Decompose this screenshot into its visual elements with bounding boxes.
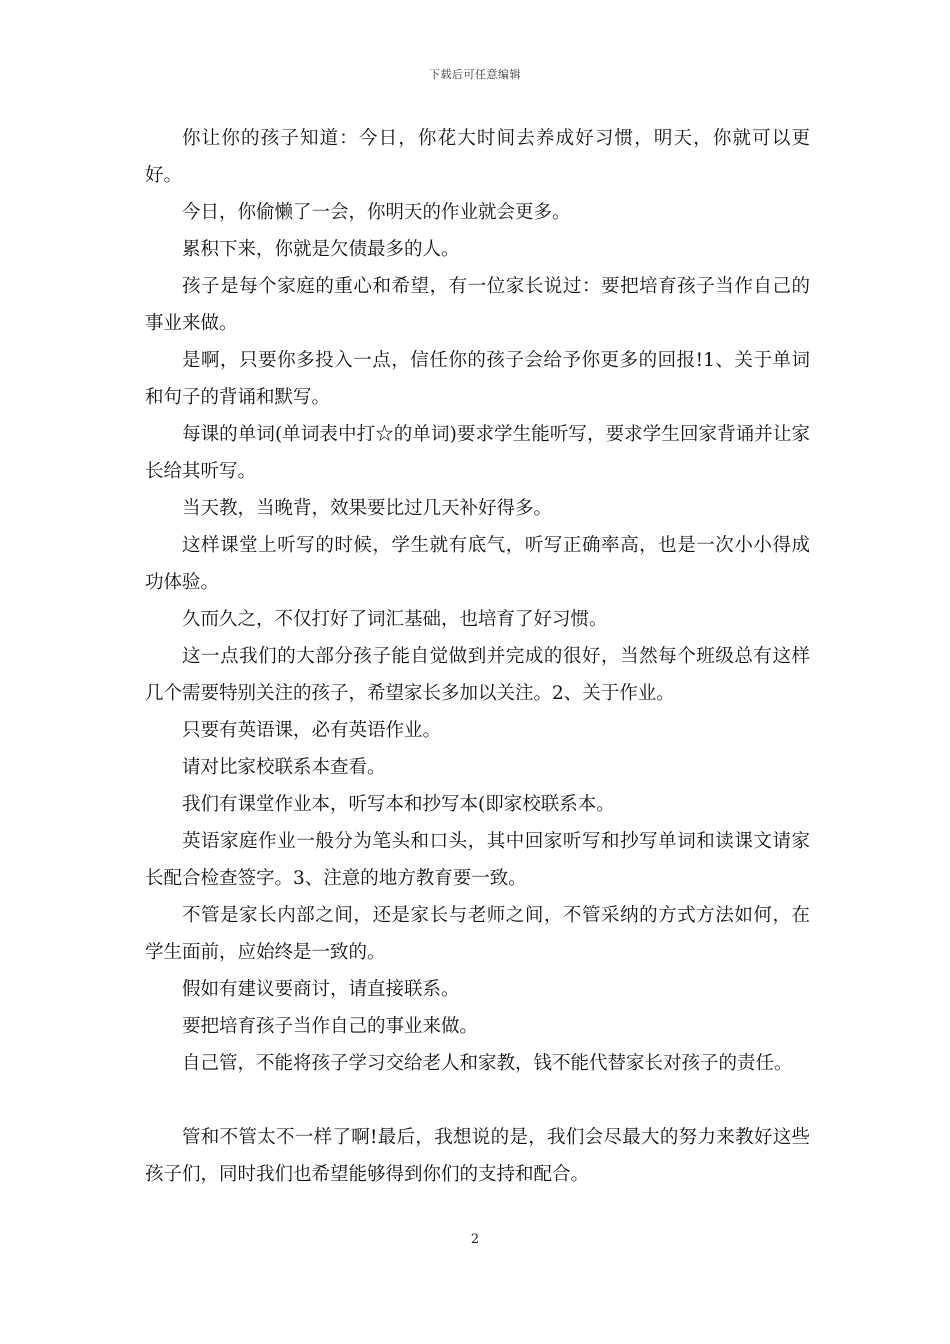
paragraph-8: 这样课堂上听写的时候，学生就有底气，听写正确率高，也是一次小小得成功体验。	[145, 535, 810, 593]
paragraph-11: 只要有英语课，必有英语作业。	[182, 720, 442, 741]
paragraph-15: 不管是家长内部之间，还是家长与老师之间，不管采纳的方式方法如何，在学生面前，应始终是一致的。	[145, 905, 810, 963]
document-body	[145, 120, 810, 1193]
paragraph-17: 要把培育孩子当作自己的事业来做。	[182, 1016, 479, 1037]
paragraph-1: 你让你的孩子知道：今日，你花大时间去养成好习惯，明天，你就可以更好。	[145, 128, 810, 186]
paragraph-6: 每课的单词(单词表中打☆的单词)要求学生能听写，要求学生回家背诵并让家长给其听写。	[145, 424, 810, 482]
paragraph-5: 是啊，只要你多投入一点，信任你的孩子会给予你更多的回报!1、关于单词和句子的背诵和默写。	[145, 350, 810, 408]
paragraph-7: 当天教，当晚背，效果要比过几天补好得多。	[182, 498, 553, 519]
paragraph-19: 管和不管太不一样了啊!最后，我想说的是，我们会尽最大的努力来教好这些孩子们，同时我们也希望能够得到你们的支持和配合。	[145, 1127, 810, 1185]
paragraph-10: 这一点我们的大部分孩子能自觉做到并完成的很好，当然每个班级总有这样几个需要特别关注的孩子，希望家长多加以关注。2、关于作业。	[145, 646, 810, 704]
paragraph-14: 英语家庭作业一般分为笔头和口头，其中回家听写和抄写单词和读课文请家长配合检查签字。3、注意的地方教育要一致。	[145, 831, 810, 889]
paragraph-9: 久而久之，不仅打好了词汇基础，也培育了好习惯。	[182, 609, 608, 630]
paragraph-13: 我们有课堂作业本，听写本和抄写本(即家校联系本。	[182, 794, 615, 815]
paragraph-3: 累积下来，你就是欠债最多的人。	[182, 239, 460, 260]
paragraph-2: 今日，你偷懒了一会，你明天的作业就会更多。	[182, 202, 571, 223]
paragraph-18: 自己管，不能将孩子学习交给老人和家教，钱不能代替家长对孩子的责任。	[182, 1053, 793, 1074]
page-number: 2	[470, 1232, 480, 1247]
paragraph-16: 假如有建议要商讨，请直接联系。	[182, 979, 460, 1000]
paragraph-12: 请对比家校联系本查看。	[182, 757, 386, 778]
paragraph-spacer	[145, 1082, 810, 1119]
page-header: 下载后可任意编辑	[429, 68, 521, 81]
paragraph-4: 孩子是每个家庭的重心和希望，有一位家长说过：要把培育孩子当作自己的事业来做。	[145, 276, 810, 334]
